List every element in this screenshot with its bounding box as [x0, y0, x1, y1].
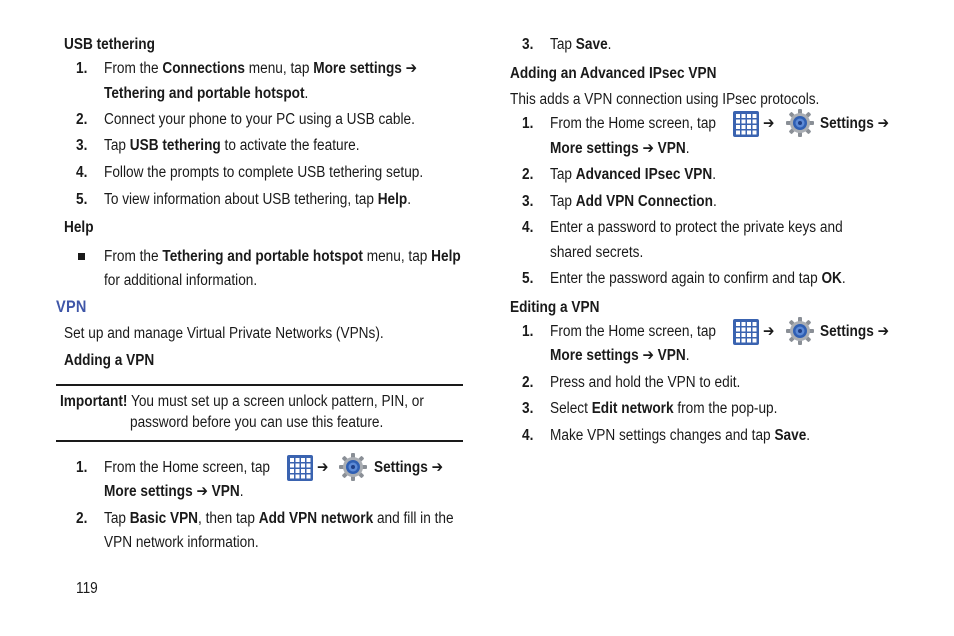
arrow-icon: ➔	[763, 323, 775, 340]
important-note: Important! You must set up a screen unlock pattern, PIN, or	[60, 393, 424, 410]
step-number: 5.	[76, 191, 88, 208]
vpn-step-2: Tap Basic VPN, then tap Add VPN network and fill in the	[104, 510, 454, 527]
step-number: 1.	[76, 60, 88, 77]
edit-step-3: Select Edit network from the pop-up.	[550, 400, 778, 417]
arrow-icon: ➔	[763, 115, 775, 132]
step-number: 1.	[522, 323, 534, 340]
edit-step-1-cont: More settings ➔ VPN.	[550, 347, 690, 364]
step-number: 3.	[76, 137, 88, 154]
settings-label: Settings ➔	[820, 323, 890, 340]
apps-grid-icon	[733, 111, 759, 137]
vpn-step-3: Tap Save.	[550, 36, 612, 53]
step-number: 2.	[522, 166, 534, 183]
bullet-square-icon	[78, 253, 85, 260]
settings-gear-icon	[338, 452, 368, 482]
ipsec-step-1: From the Home screen, tap	[550, 115, 717, 132]
arrow-icon: ➔	[317, 459, 329, 476]
settings-label: Settings ➔	[374, 459, 444, 476]
settings-label: Settings ➔	[820, 115, 890, 132]
help-heading: Help	[64, 219, 94, 236]
step-number: 4.	[522, 219, 534, 236]
usb-tethering-heading: USB tethering	[64, 36, 155, 53]
help-text-cont: for additional information.	[104, 272, 258, 289]
edit-step-4: Make VPN settings changes and tap Save.	[550, 427, 811, 444]
step-number: 1.	[522, 115, 534, 132]
apps-grid-icon	[733, 319, 759, 345]
vpn-intro: Set up and manage Virtual Private Networks (VPNs).	[64, 325, 384, 342]
adding-vpn-heading: Adding a VPN	[64, 352, 155, 369]
ipsec-step-4-cont: shared secrets.	[550, 244, 644, 261]
step-number: 4.	[522, 427, 534, 444]
step-number: 1.	[76, 459, 88, 476]
usb-step-5: To view information about USB tethering, tap Help.	[104, 191, 412, 208]
usb-step-3: Tap USB tethering to activate the feature.	[104, 137, 360, 154]
ipsec-intro: This adds a VPN connection using IPsec protocols.	[510, 91, 820, 108]
vpn-step-2-cont: VPN network information.	[104, 534, 259, 551]
step-number: 5.	[522, 270, 534, 287]
page-number: 119	[76, 580, 98, 597]
ipsec-step-3: Tap Add VPN Connection.	[550, 193, 717, 210]
editing-vpn-heading: Editing a VPN	[510, 299, 600, 316]
usb-step-4: Follow the prompts to complete USB tethering setup.	[104, 164, 424, 181]
step-number: 3.	[522, 193, 534, 210]
step-number: 2.	[522, 374, 534, 391]
note-bottom-rule	[56, 440, 463, 442]
apps-grid-icon	[287, 455, 313, 481]
ipsec-step-1-cont: More settings ➔ VPN.	[550, 140, 690, 157]
settings-gear-icon	[785, 108, 815, 138]
step-number: 4.	[76, 164, 88, 181]
step-number: 2.	[76, 510, 88, 527]
vpn-step-1-cont: More settings ➔ VPN.	[104, 483, 244, 500]
step-number: 3.	[522, 400, 534, 417]
usb-step-2: Connect your phone to your PC using a USB cable.	[104, 111, 415, 128]
edit-step-2: Press and hold the VPN to edit.	[550, 374, 741, 391]
important-note-cont: password before you can use this feature.	[130, 414, 384, 431]
step-number: 3.	[522, 36, 534, 53]
ipsec-step-5: Enter the password again to confirm and tap OK.	[550, 270, 846, 287]
step-number: 2.	[76, 111, 88, 128]
help-text: From the Tethering and portable hotspot menu, tap Help	[104, 248, 461, 265]
note-top-rule	[56, 384, 463, 386]
usb-step-1: From the Connections menu, tap More settings ➔	[104, 60, 418, 77]
edit-step-1: From the Home screen, tap	[550, 323, 717, 340]
ipsec-step-2: Tap Advanced IPsec VPN.	[550, 166, 717, 183]
usb-step-1-cont: Tethering and portable hotspot.	[104, 85, 309, 102]
vpn-section-title: VPN	[56, 298, 87, 316]
ipsec-step-4: Enter a password to protect the private keys and	[550, 219, 843, 236]
vpn-step-1: From the Home screen, tap	[104, 459, 271, 476]
ipsec-heading: Adding an Advanced IPsec VPN	[510, 65, 717, 82]
settings-gear-icon	[785, 316, 815, 346]
